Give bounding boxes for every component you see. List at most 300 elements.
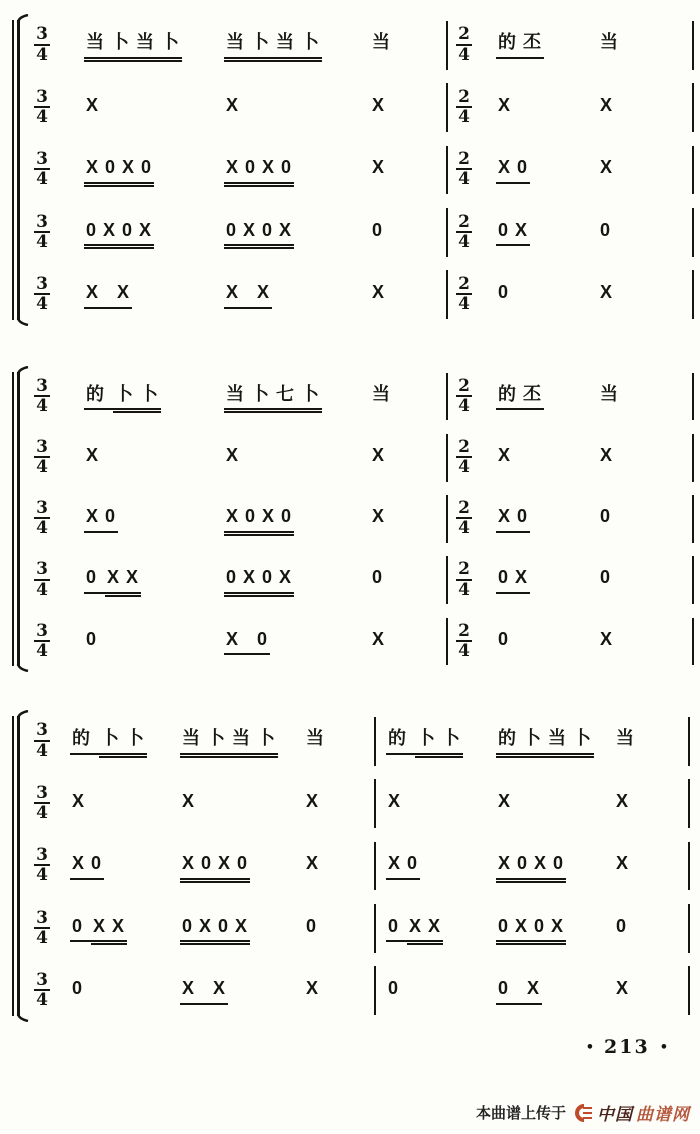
barline-stroke [692, 495, 694, 543]
barline [364, 772, 386, 834]
ts-denominator: 4 [456, 106, 472, 126]
staff-row-5 [0, 264, 700, 326]
beat-group [370, 281, 438, 309]
ts-denominator: 4 [34, 456, 50, 476]
beat-group [598, 156, 680, 184]
ts-numerator: 3 [36, 845, 48, 866]
note-segment: X [498, 445, 512, 466]
time-signature-fraction [34, 86, 50, 128]
beat-group [84, 383, 224, 411]
beat-group [598, 383, 680, 411]
note-segment: 当 [372, 383, 391, 404]
barline-stroke [446, 21, 448, 70]
note-segment: 卜 卜 [113, 383, 161, 411]
barline-stroke [692, 21, 694, 70]
beat-group [84, 566, 224, 594]
ts-denominator: 4 [34, 44, 50, 64]
note-segment: X [600, 628, 614, 649]
note-segment: 当 [372, 32, 391, 53]
note-segment: 的 [386, 727, 415, 755]
beat-group [370, 628, 438, 656]
beat-group [496, 31, 598, 59]
staff-row-1 [0, 710, 700, 772]
note-segment: 0 [600, 506, 612, 527]
note-segment: X [306, 978, 320, 999]
note-segment: 的 [70, 727, 99, 755]
note-segment: X X [84, 281, 132, 309]
time-signature-fraction [34, 969, 50, 1011]
beat-group [496, 383, 598, 411]
note-segment: 0 [86, 628, 98, 649]
barline-stroke [688, 842, 690, 891]
note-segment: X [372, 94, 386, 115]
ts-denominator: 4 [34, 293, 50, 313]
beat-group [304, 727, 364, 755]
time-signature-fraction [34, 847, 50, 885]
note-segment: X [372, 506, 386, 527]
ts-numerator: 2 [458, 86, 470, 107]
time-signature-fraction [456, 273, 472, 315]
time-signature-fraction [456, 26, 472, 64]
beat-group [496, 94, 598, 122]
barline-stroke [688, 904, 690, 953]
note-segment: X [306, 853, 320, 874]
beat-group [304, 915, 364, 943]
beat-group [496, 219, 598, 247]
barline [438, 201, 456, 263]
time-signature [34, 26, 84, 64]
ts-denominator: 4 [456, 293, 472, 313]
note-segment: 0 [498, 282, 510, 303]
note-segment: 当 [600, 383, 619, 404]
ts-numerator: 2 [458, 436, 470, 457]
ts-numerator: 3 [36, 273, 48, 294]
note-segment: 0 X 0 X [496, 915, 566, 943]
beat-group [84, 281, 224, 309]
note-segment: X X [407, 915, 443, 943]
barline [364, 960, 386, 1022]
ts-denominator: 4 [34, 927, 50, 947]
end-barline [678, 710, 696, 772]
barline-stroke [692, 83, 694, 132]
note-segment: X 0 [84, 505, 118, 533]
barline-stroke [688, 717, 690, 766]
time-signature [456, 26, 496, 64]
time-signature-fraction [34, 561, 50, 599]
time-signature-fraction [34, 151, 50, 189]
beat-group [496, 444, 598, 472]
note-segment: X [72, 790, 86, 811]
barline-stroke [446, 373, 448, 421]
note-segment: X [306, 790, 320, 811]
barline-stroke [446, 556, 448, 604]
time-signature [34, 722, 70, 760]
ts-numerator: 3 [36, 720, 48, 741]
barline-stroke [374, 779, 376, 828]
barline-stroke [374, 717, 376, 766]
end-barline [680, 488, 700, 549]
time-signature-fraction [34, 211, 50, 252]
beat-group [598, 94, 680, 122]
time-signature-fraction [456, 151, 472, 189]
note-segment: 0 X 0 X [224, 566, 294, 594]
ts-numerator: 3 [36, 375, 48, 396]
beat-group [496, 727, 614, 755]
beat-group [224, 628, 370, 656]
note-segment: 0 X 0 X [224, 219, 294, 247]
ts-denominator: 4 [34, 579, 50, 599]
note-segment: 0 [70, 915, 91, 943]
ts-numerator: 3 [36, 149, 48, 170]
staff-row-3 [0, 488, 700, 549]
beat-group [386, 977, 496, 1005]
time-signature-fraction [456, 86, 472, 128]
beat-group [180, 915, 304, 943]
beat-group [386, 915, 496, 943]
ts-numerator: 2 [458, 559, 470, 580]
time-signature-fraction [456, 375, 472, 417]
barline-stroke [446, 495, 448, 543]
end-barline [680, 76, 700, 138]
staff-row-4 [0, 550, 700, 611]
barline-stroke [692, 618, 694, 666]
barline-stroke [446, 208, 448, 257]
barline-stroke [446, 83, 448, 132]
beat-group [496, 281, 598, 309]
staff-row-1 [0, 366, 700, 427]
barline [438, 366, 456, 427]
page-number-right-dot: • [659, 1039, 668, 1055]
barline [438, 264, 456, 326]
note-segment: X 0 X 0 [496, 852, 566, 880]
beat-group [598, 444, 680, 472]
barline [438, 76, 456, 138]
time-signature [34, 273, 84, 315]
ts-numerator: 3 [36, 211, 48, 232]
beat-group [180, 852, 304, 880]
beat-group [70, 727, 180, 755]
barline-stroke [692, 270, 694, 319]
time-signature-fraction [34, 26, 50, 64]
note-segment: 0 [600, 567, 612, 588]
end-barline [680, 366, 700, 427]
time-signature [34, 907, 70, 948]
note-segment: 的 卜 当 卜 [496, 727, 594, 755]
beat-group [180, 727, 304, 755]
site-name-bold: 中国 [597, 1105, 633, 1124]
time-signature-fraction [34, 436, 50, 478]
note-segment: X 0 X 0 [224, 156, 294, 184]
beat-group [304, 790, 364, 818]
note-segment: X X [105, 566, 141, 594]
music-disc-icon [574, 1103, 594, 1123]
time-signature [456, 500, 496, 538]
beat-group [496, 628, 598, 656]
end-barline [680, 427, 700, 488]
staff-row-3 [0, 835, 700, 897]
ts-numerator: 2 [458, 149, 470, 170]
beat-group [370, 31, 438, 59]
staff-row-4 [0, 897, 700, 959]
note-segment: X [226, 94, 240, 115]
note-segment: 0 [306, 915, 318, 936]
ts-denominator: 4 [456, 44, 472, 64]
note-segment: 0 [372, 567, 384, 588]
note-segment: X [86, 445, 100, 466]
barline-stroke [688, 779, 690, 828]
time-signature-fraction [34, 907, 50, 948]
note-segment: X [372, 157, 386, 178]
note-segment: 0 [372, 219, 384, 240]
note-segment: X 0 [496, 156, 530, 184]
note-segment: 当 卜 当 卜 [84, 31, 182, 59]
staff-row-1 [0, 14, 700, 76]
note-segment: X [372, 282, 386, 303]
end-barline [680, 14, 700, 76]
note-segment: X [600, 94, 614, 115]
ts-numerator: 3 [36, 498, 48, 519]
barline-stroke [374, 842, 376, 891]
beat-group [598, 505, 680, 533]
beat-group [598, 219, 680, 247]
end-barline [678, 835, 696, 897]
ts-numerator: 2 [458, 498, 470, 519]
ts-denominator: 4 [34, 989, 50, 1009]
ts-numerator: 3 [36, 969, 48, 990]
barline-stroke [446, 270, 448, 319]
beat-group [70, 790, 180, 818]
time-signature-fraction [34, 375, 50, 417]
time-signature [34, 782, 70, 824]
note-segment: 0 X [496, 219, 530, 247]
page-number-value: 213 [604, 1036, 650, 1058]
beat-group [598, 628, 680, 656]
barline-stroke [692, 146, 694, 195]
beat-group [496, 977, 614, 1005]
beat-group [224, 219, 370, 247]
ts-denominator: 4 [34, 168, 50, 188]
note-segment: 0 [84, 566, 105, 594]
note-segment: X [86, 94, 100, 115]
beat-group [370, 94, 438, 122]
ts-denominator: 4 [34, 864, 50, 884]
page-number-left-dot: • [585, 1039, 595, 1055]
beat-group [496, 852, 614, 880]
note-segment: X [388, 790, 402, 811]
site-logo [574, 1100, 690, 1125]
beat-group [614, 852, 678, 880]
beat-group [614, 915, 678, 943]
beat-group [84, 444, 224, 472]
ts-numerator: 3 [36, 436, 48, 457]
beat-group [84, 219, 224, 247]
beat-group [224, 281, 370, 309]
beat-group [386, 727, 496, 755]
note-segment: X [182, 790, 196, 811]
time-signature-fraction [456, 436, 472, 478]
ts-denominator: 4 [34, 106, 50, 126]
barline-stroke [446, 618, 448, 666]
note-segment: 的 丕 [496, 31, 544, 59]
barline-stroke [374, 904, 376, 953]
note-segment: 0 [616, 915, 628, 936]
beat-group [614, 727, 678, 755]
time-signature [34, 500, 84, 538]
footer-watermark [476, 1100, 690, 1125]
ts-numerator: 2 [458, 24, 470, 45]
note-segment: 0 X 0 X [180, 915, 250, 943]
barline-stroke [692, 373, 694, 421]
beat-group [180, 977, 304, 1005]
note-segment: 0 [498, 628, 510, 649]
ts-numerator: 3 [36, 24, 48, 45]
time-signature [456, 561, 496, 599]
ts-denominator: 4 [34, 740, 50, 760]
time-signature [456, 151, 496, 189]
note-segment: 卜 卜 [99, 727, 147, 755]
note-segment: 当 [600, 32, 619, 53]
beat-group [598, 281, 680, 309]
beat-group [224, 94, 370, 122]
note-segment: X [616, 978, 630, 999]
note-segment: 当 卜 当 卜 [180, 727, 278, 755]
end-barline [678, 960, 696, 1022]
note-segment: X [600, 282, 614, 303]
note-segment: 当 卜 当 卜 [224, 31, 322, 59]
end-barline [680, 201, 700, 263]
ts-numerator: 2 [458, 211, 470, 232]
ts-denominator: 4 [456, 395, 472, 415]
barline-stroke [692, 556, 694, 604]
beat-group [84, 156, 224, 184]
staff-row-5 [0, 611, 700, 672]
time-signature [456, 375, 496, 417]
barline [364, 710, 386, 772]
ts-denominator: 4 [456, 640, 472, 660]
barline [364, 835, 386, 897]
time-signature [34, 969, 70, 1011]
beat-group [84, 505, 224, 533]
note-segment: 当 [616, 728, 635, 749]
beat-group [614, 977, 678, 1005]
beat-group [180, 790, 304, 818]
beat-group [70, 977, 180, 1005]
ts-numerator: 3 [36, 907, 48, 928]
time-signature-fraction [456, 620, 472, 661]
barline-stroke [688, 966, 690, 1015]
beat-group [224, 383, 370, 411]
beat-group [598, 566, 680, 594]
time-signature [34, 436, 84, 478]
note-segment: X [616, 790, 630, 811]
time-signature [456, 211, 496, 252]
barline [438, 427, 456, 488]
note-segment: 0 [600, 219, 612, 240]
note-segment: X [498, 94, 512, 115]
note-segment: X 0 [70, 852, 104, 880]
time-signature-fraction [456, 211, 472, 252]
ts-denominator: 4 [34, 517, 50, 537]
page-number [586, 1036, 668, 1058]
barline [438, 139, 456, 201]
barline [364, 897, 386, 959]
note-segment: X 0 X 0 [224, 505, 294, 533]
beat-group [496, 156, 598, 184]
beat-group [84, 31, 224, 59]
barline-stroke [374, 966, 376, 1015]
time-signature [34, 151, 84, 189]
ts-denominator: 4 [34, 231, 50, 251]
ts-numerator: 3 [36, 86, 48, 107]
note-segment: X [372, 445, 386, 466]
beat-group [84, 94, 224, 122]
beat-group [496, 566, 598, 594]
beat-group [496, 790, 614, 818]
note-segment: X 0 [386, 852, 420, 880]
note-segment: 0 [386, 915, 407, 943]
time-signature [456, 86, 496, 128]
staff-row-4 [0, 201, 700, 263]
staff-row-2 [0, 76, 700, 138]
beat-group [370, 156, 438, 184]
ts-numerator: 3 [36, 559, 48, 580]
ts-numerator: 3 [36, 620, 48, 641]
time-signature [34, 375, 84, 417]
ts-denominator: 4 [456, 231, 472, 251]
time-signature [456, 436, 496, 478]
end-barline [680, 264, 700, 326]
beat-group [370, 566, 438, 594]
beat-group [370, 383, 438, 411]
ts-numerator: 2 [458, 620, 470, 641]
beat-group [370, 219, 438, 247]
end-barline [680, 139, 700, 201]
beat-group [598, 31, 680, 59]
system-2 [0, 366, 700, 672]
beat-group [304, 977, 364, 1005]
note-segment: 的 丕 [496, 383, 544, 411]
staff-row-3 [0, 139, 700, 201]
staff-row-2 [0, 427, 700, 488]
ts-denominator: 4 [34, 640, 50, 660]
note-segment: X 0 [224, 628, 270, 656]
ts-denominator: 4 [456, 517, 472, 537]
note-segment: X [616, 853, 630, 874]
uploader-text: 本曲谱上传于 [475, 1105, 566, 1122]
barline-stroke [692, 208, 694, 257]
time-signature [34, 211, 84, 252]
barline [438, 14, 456, 76]
system-3 [0, 710, 700, 1022]
beat-group [614, 790, 678, 818]
note-segment: X X [180, 977, 228, 1005]
staff-row-5 [0, 960, 700, 1022]
note-segment: X 0 [496, 505, 530, 533]
barline [438, 550, 456, 611]
barline [438, 488, 456, 549]
beat-group [386, 790, 496, 818]
beat-group [224, 156, 370, 184]
beat-group [370, 444, 438, 472]
end-barline [678, 772, 696, 834]
time-signature-fraction [34, 273, 50, 315]
note-segment: 0 X [496, 977, 542, 1005]
note-segment: X [498, 790, 512, 811]
note-segment: 0 X [496, 566, 530, 594]
ts-denominator: 4 [34, 802, 50, 822]
note-segment: 0 [72, 978, 84, 999]
note-segment: 当 [306, 728, 325, 749]
